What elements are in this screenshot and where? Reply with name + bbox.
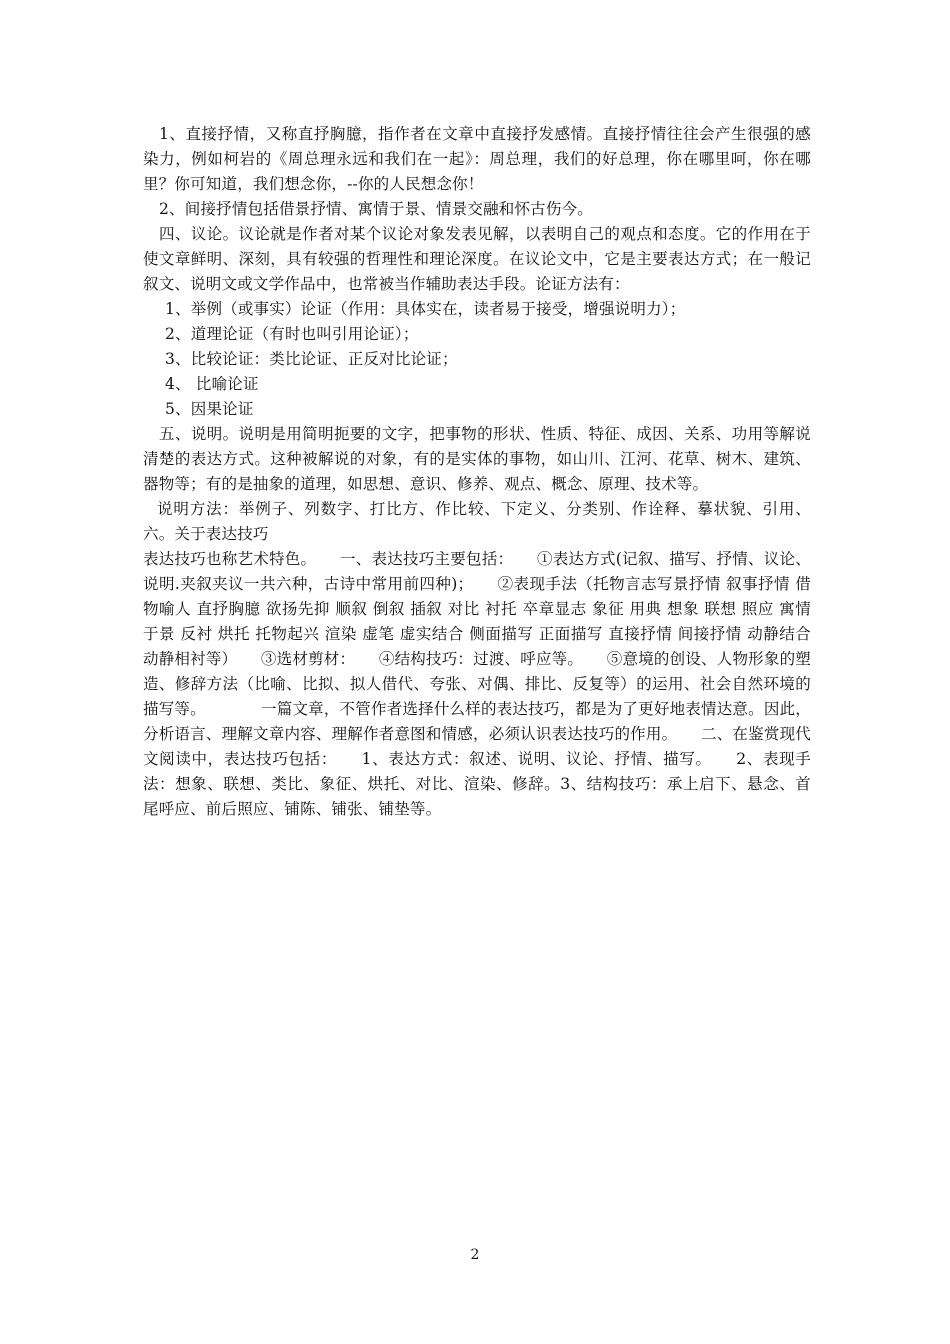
paragraph-explanation: 五、说明。说明是用简明扼要的文字，把事物的形状、性质、特征、成因、关系、功用等解说清楚的表达方式。这种被解说的对象，有的是实体的事物，如山川、江河、花草、树木、建筑、器物等；有的是抽象的道理，如思想、意识、修养、观点、概念、原理、技术等。 — [143, 425, 811, 493]
paragraph-explanation-methods: 说明方法：举例子、列数字、打比方、作比较、下定义、分类别、作诠释、摹状貌、引用、六。关于表达技巧 — [143, 500, 811, 543]
list-item-argument-method-1: 1、举例（或事实）论证（作用：具体实在，读者易于接受，增强说明力）； — [165, 300, 686, 318]
document-body — [143, 122, 811, 822]
paragraph-expression-techniques: 表达技巧也称艺术特色。 一、表达技巧主要包括： ①表达方式(记叙、描写、抒情、议论、说明.夹叙夹议一共六种，古诗中常用前四种)； ②表现手法（托物言志写景抒情 叙事抒情 借物喻人 直抒胸臆 欲扬先抑 顺叙 倒叙 插叙 对比 衬托 卒章显志 象征 用典 想象 联想 照应 寓情于景 反衬 烘托 托物起兴 渲染 虚笔 虚实结合 侧面描写 正面描写 直接抒情 间接抒情 动静结合动静相衬等） ③选材剪材： ④结构技巧：过渡、呼应等。 ⑤意境的创设、人物形象的塑造、修辞方法（比喻、比拟、拟人借代、夸张、对偶、排比、反复等）的运用、社会自然环境的描写等。 一篇文章，不管作者选择什么样的表达技巧，都是为了更好地表情达意。因此，分析语言、理解文章内容、理解作者意图和情感，必须认识表达技巧的作用。 二、在鉴赏现代文阅读中，表达技巧包括： 1、表达方式：叙述、说明、议论、抒情、描写。 2、表现手法：想象、联想、类比、象征、烘托、对比、渲染、修辞。3、结构技巧：承上启下、悬念、首尾呼应、前后照应、铺陈、铺张、铺垫等。 — [143, 550, 811, 818]
list-item-argument-method-4: 4、 比喻论证 — [165, 375, 259, 393]
paragraph-argument: 四、议论。议论就是作者对某个议论对象发表见解，以表明自己的观点和态度。它的作用在于使文章鲜明、深刻，具有较强的哲理性和理论深度。在议论文中，它是主要表达方式；在一般记叙文、说明文或文学作品中，也常被当作辅助表达手段。论证方法有： — [143, 225, 811, 293]
list-item-argument-method-2: 2、道理论证（有时也叫引用论证）； — [165, 325, 419, 343]
page-number: 2 — [470, 1247, 480, 1263]
list-item-argument-method-3: 3、比较论证：类比论证、正反对比论证； — [165, 350, 458, 368]
paragraph-indirect-lyric: 2、间接抒情包括借景抒情、寓情于景、情景交融和怀古伤今。 — [159, 200, 593, 218]
paragraph-direct-lyric: 1、直接抒情，又称直抒胸臆，指作者在文章中直接抒发感情。直接抒情往往会产生很强的感染力，例如柯岩的《周总理永远和我们在一起》：周总理，我们的好总理，你在哪里呵，你在哪里？你可知道，我们想念你，--你的人民想念你！ — [143, 125, 811, 193]
list-item-argument-method-5: 5、因果论证 — [165, 400, 254, 418]
